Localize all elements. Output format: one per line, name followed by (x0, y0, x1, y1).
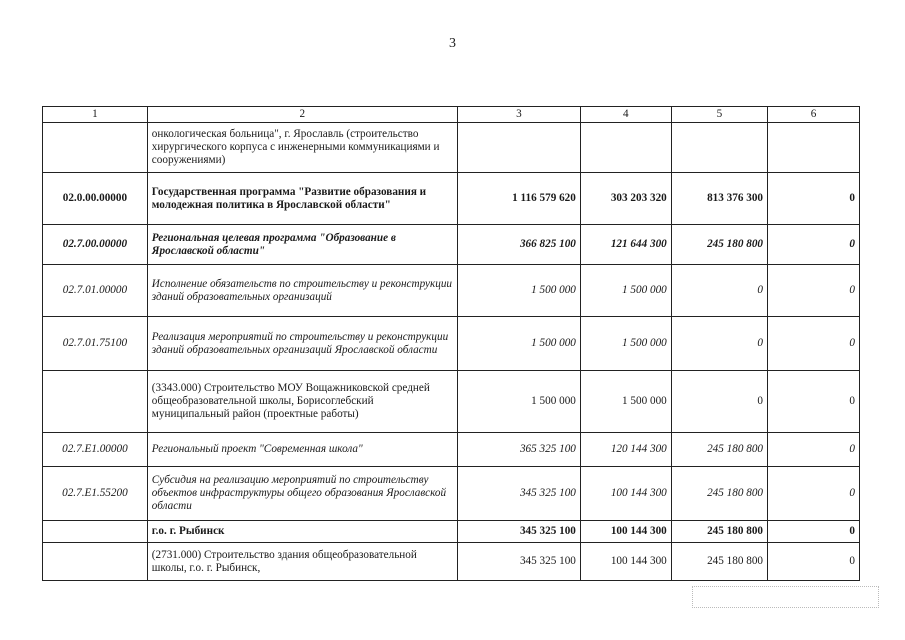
table-row (43, 225, 860, 265)
row-amount-col4: 100 144 300 (580, 467, 671, 521)
row-amount-col4: 100 144 300 (580, 543, 671, 581)
row-amount-col6: 0 (768, 543, 860, 581)
row-code (43, 521, 148, 543)
row-amount-col6: 0 (768, 521, 860, 543)
row-amount-col6: 0 (768, 173, 860, 225)
row-code: 02.7.01.00000 (43, 265, 148, 317)
row-amount-col6: 0 (768, 371, 860, 433)
row-amount-total: 366 825 100 (457, 225, 580, 265)
page-number: 3 (449, 36, 456, 51)
row-amount-col5: 245 180 800 (671, 433, 767, 467)
row-name: Субсидия на реализацию мероприятий по строительству объектов инфраструктуры общего образования Ярославской области (147, 467, 457, 521)
row-amount-total: 1 116 579 620 (457, 173, 580, 225)
row-amount-total: 345 325 100 (457, 521, 580, 543)
row-name: Исполнение обязательств по строительству и реконструкции зданий образовательных организаций (147, 265, 457, 317)
row-amount-total: 1 500 000 (457, 317, 580, 371)
table-row (43, 123, 860, 173)
row-amount-col5 (671, 123, 767, 173)
row-amount-col4: 121 644 300 (580, 225, 671, 265)
row-amount-col4: 1 500 000 (580, 371, 671, 433)
row-amount-col4: 303 203 320 (580, 173, 671, 225)
row-amount-col4: 1 500 000 (580, 317, 671, 371)
row-amount-col6: 0 (768, 317, 860, 371)
row-amount-col5: 245 180 800 (671, 543, 767, 581)
row-code: 02.7.E1.00000 (43, 433, 148, 467)
row-name: онкологическая больница", г. Ярославль (строительство хирургического корпуса с инженерными коммуникациями и сооружениями) (147, 123, 457, 173)
header-col-3: 3 (457, 107, 580, 123)
header-col-4: 4 (580, 107, 671, 123)
row-amount-col5: 0 (671, 317, 767, 371)
row-amount-col6: 0 (768, 265, 860, 317)
row-amount-col5: 245 180 800 (671, 467, 767, 521)
row-code: 02.7.E1.55200 (43, 467, 148, 521)
table-row (43, 371, 860, 433)
header-col-2: 2 (147, 107, 457, 123)
row-code (43, 123, 148, 173)
row-amount-col5: 0 (671, 371, 767, 433)
row-amount-col5: 245 180 800 (671, 225, 767, 265)
row-amount-col6 (768, 123, 860, 173)
row-code: 02.0.00.00000 (43, 173, 148, 225)
row-name: Государственная программа "Развитие образования и молодежная политика в Ярославской области" (147, 173, 457, 225)
row-amount-col6: 0 (768, 225, 860, 265)
row-amount-total: 1 500 000 (457, 265, 580, 317)
row-code (43, 371, 148, 433)
row-name: Реализация мероприятий по строительству и реконструкции зданий образовательных организаций Ярославской области (147, 317, 457, 371)
table-row (43, 521, 860, 543)
row-name: г.о. г. Рыбинск (147, 521, 457, 543)
row-amount-col5: 0 (671, 265, 767, 317)
row-amount-col4: 120 144 300 (580, 433, 671, 467)
row-amount-col4: 100 144 300 (580, 521, 671, 543)
row-code: 02.7.00.00000 (43, 225, 148, 265)
table-row (43, 173, 860, 225)
row-amount-total: 345 325 100 (457, 467, 580, 521)
row-amount-col5: 245 180 800 (671, 521, 767, 543)
header-col-1: 1 (43, 107, 148, 123)
watermark-stamp (692, 586, 879, 608)
row-amount-col4 (580, 123, 671, 173)
row-amount-total: 345 325 100 (457, 543, 580, 581)
row-name: Региональная целевая программа "Образование в Ярославской области" (147, 225, 457, 265)
budget-table (42, 106, 860, 581)
row-amount-col4: 1 500 000 (580, 265, 671, 317)
table-row (43, 433, 860, 467)
table-row (43, 543, 860, 581)
table-row (43, 467, 860, 521)
table-row (43, 265, 860, 317)
row-amount-total: 365 325 100 (457, 433, 580, 467)
row-amount-col6: 0 (768, 433, 860, 467)
row-code: 02.7.01.75100 (43, 317, 148, 371)
table-row (43, 317, 860, 371)
row-name: Региональный проект "Современная школа" (147, 433, 457, 467)
header-row (43, 107, 860, 123)
row-amount-col6: 0 (768, 467, 860, 521)
row-amount-col5: 813 376 300 (671, 173, 767, 225)
row-name: (3343.000) Строительство МОУ Вощажниковской средней общеобразовательной школы, Борисоглебский муниципальный район (проектные работы) (147, 371, 457, 433)
row-amount-total: 1 500 000 (457, 371, 580, 433)
header-col-5: 5 (671, 107, 767, 123)
row-name: (2731.000) Строительство здания общеобразовательной школы, г.о. г. Рыбинск, (147, 543, 457, 581)
row-amount-total (457, 123, 580, 173)
header-col-6: 6 (768, 107, 860, 123)
row-code (43, 543, 148, 581)
